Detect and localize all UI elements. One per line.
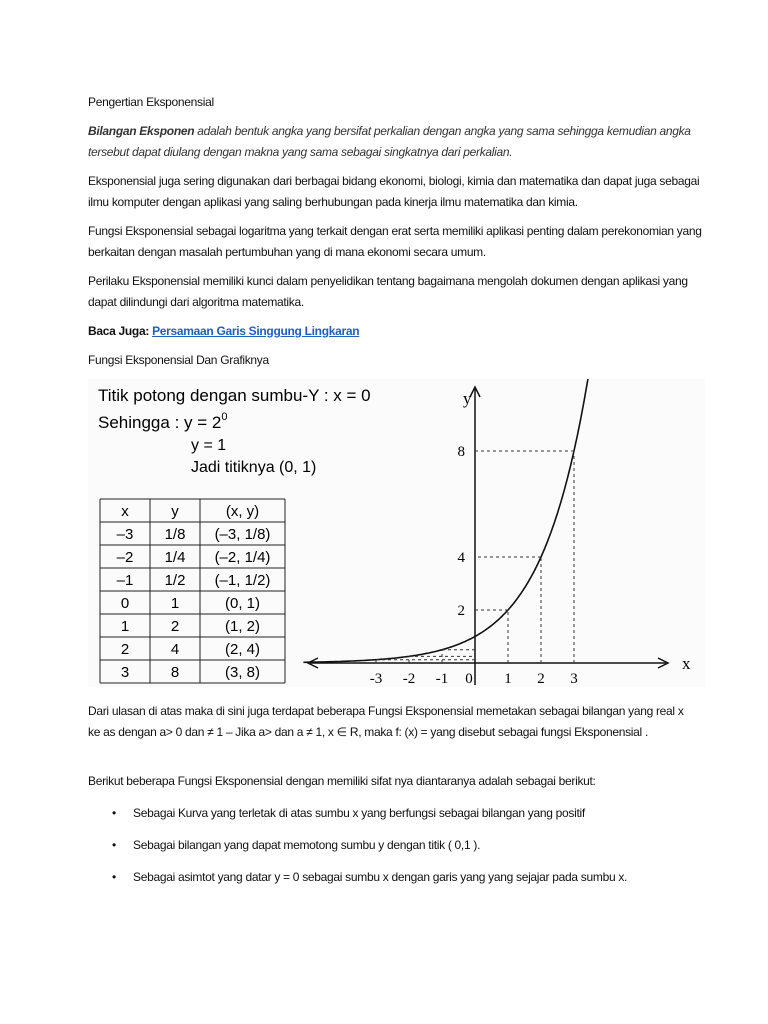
table-cell: 1 [120,618,130,635]
read-also [88,321,705,342]
document-body-lower [88,701,693,888]
paragraph-4: Perilaku Eksponensial memiliki kunci dalam penyelidikan tentang bagaimana mengolah dokumen dengan aplikasi yang dapat dilindungi dari algoritma matematika. [88,274,688,309]
table-header: y [171,503,179,520]
figure-line-3: y = 1 [191,437,227,454]
read-also-label: Baca Juga: [88,324,153,338]
figure-svg [88,379,705,687]
table-cell: (3, 8) [224,664,261,681]
list-item: • Sebagai Kurva yang terletak di atas sumbu x yang berfungsi sebagai bilangan yang positif [88,803,693,824]
paragraph-5: Dari ulasan di atas maka di sini juga terdapat beberapa Fungsi Eksponensial memetakan sebagai bilangan yang real x ke as dengan a> 0 dan ≠ 1 – Jika a> dan a ≠ 1, x ∈ R, maka f: (x) = yang disebut sebagai fungsi Eksponensial . [88,704,684,739]
y-tick-label: 4 [457,550,465,566]
definition-text: adalah bentuk angka yang bersifat perkalian dengan angka yang sama sehingga kemudian angka tersebut dapat diulang dengan makna yang sama sebagai singkatnya dari perkalian. [88,124,691,159]
exponential-curve [303,379,588,662]
figure-line-2-exponent: 0 [221,411,228,423]
y-tick-label: 8 [457,444,465,460]
x-tick-label: 2 [537,671,545,687]
x-tick-label: -3 [369,671,383,687]
y-tick-label: 2 [457,603,465,619]
paragraph-1 [88,121,705,163]
table-cell: –1 [116,572,134,589]
exponential-graph [303,379,691,687]
table-cell: 0 [120,595,130,612]
paragraph-2: Eksponensial juga sering digunakan dari berbagai bidang ekonomi, biologi, kimia dan matematika dan dapat juga sebagai ilmu komputer dengan aplikasi yang saling berhubungan pada kinerja ilmu matematika dan kimia. [88,174,700,209]
table-cell: 4 [170,641,180,658]
paragraph-6: Berikut beberapa Fungsi Eksponensial dengan memiliki sifat nya diantaranya adalah sebagai berikut: [88,774,596,788]
figure-line-4: Jadi titiknya (0, 1) [191,459,317,476]
heading: Pengertian Eksponensial [88,95,214,109]
table-cell: (–3, 1/8) [214,526,271,543]
list-item: • Sebagai bilangan yang dapat memotong sumbu y dengan titik ( 0,1 ). [88,835,693,856]
table-cell: 8 [170,664,180,681]
table-cell: 1/4 [164,549,186,566]
x-axis-label: x [682,654,691,673]
x-tick-label: 1 [504,671,512,687]
table-cell: 1/8 [164,526,186,543]
read-also-link[interactable]: Persamaan Garis Singgung Lingkaran [152,324,360,338]
x-tick-label: 3 [570,671,578,687]
x-tick-label: 0 [465,671,473,687]
exponential-figure [88,379,705,687]
table-cell: (0, 1) [224,595,261,612]
document-body [88,92,705,899]
figure-line-2 [98,411,227,432]
list-item: • Sebagai asimtot yang datar y = 0 sebagai sumbu x dengan garis yang yang sejajar pada sumbu x. [88,867,693,888]
table-cell: (–1, 1/2) [214,572,271,589]
table-cell: 2 [120,641,130,658]
figure-line-1: Titik potong dengan sumbu-Y : x = 0 [98,386,371,405]
y-axis-label: y [463,389,472,408]
table-cell: –3 [116,526,134,543]
table-cell: (1, 2) [224,618,261,635]
properties-list [88,803,693,888]
table-cell: –2 [116,549,134,566]
term-bilangan-eksponen: Bilangan Eksponen [88,124,195,138]
table-cell: 2 [170,618,180,635]
x-tick-label: -2 [402,671,416,687]
x-tick-label: -1 [435,671,449,687]
figure-line-2-text: Sehingga : y = 2 [98,413,222,432]
value-table [100,499,285,683]
table-cell: 1/2 [164,572,186,589]
paragraph-3: Fungsi Eksponensial sebagai logaritma yang terkait dengan erat serta memiliki aplikasi penting dalam perekonomian yang berkaitan dengan masalah pertumbuhan yang di mana ekonomi secara umum. [88,224,702,259]
figure-heading: Fungsi Eksponensial Dan Grafiknya [88,353,269,367]
table-cell: 3 [120,664,130,681]
table-cell: (–2, 1/4) [214,549,271,566]
table-header: x [121,503,129,520]
table-cell: 1 [170,595,180,612]
table-cell: (2, 4) [224,641,261,658]
table-header: (x, y) [225,503,260,520]
